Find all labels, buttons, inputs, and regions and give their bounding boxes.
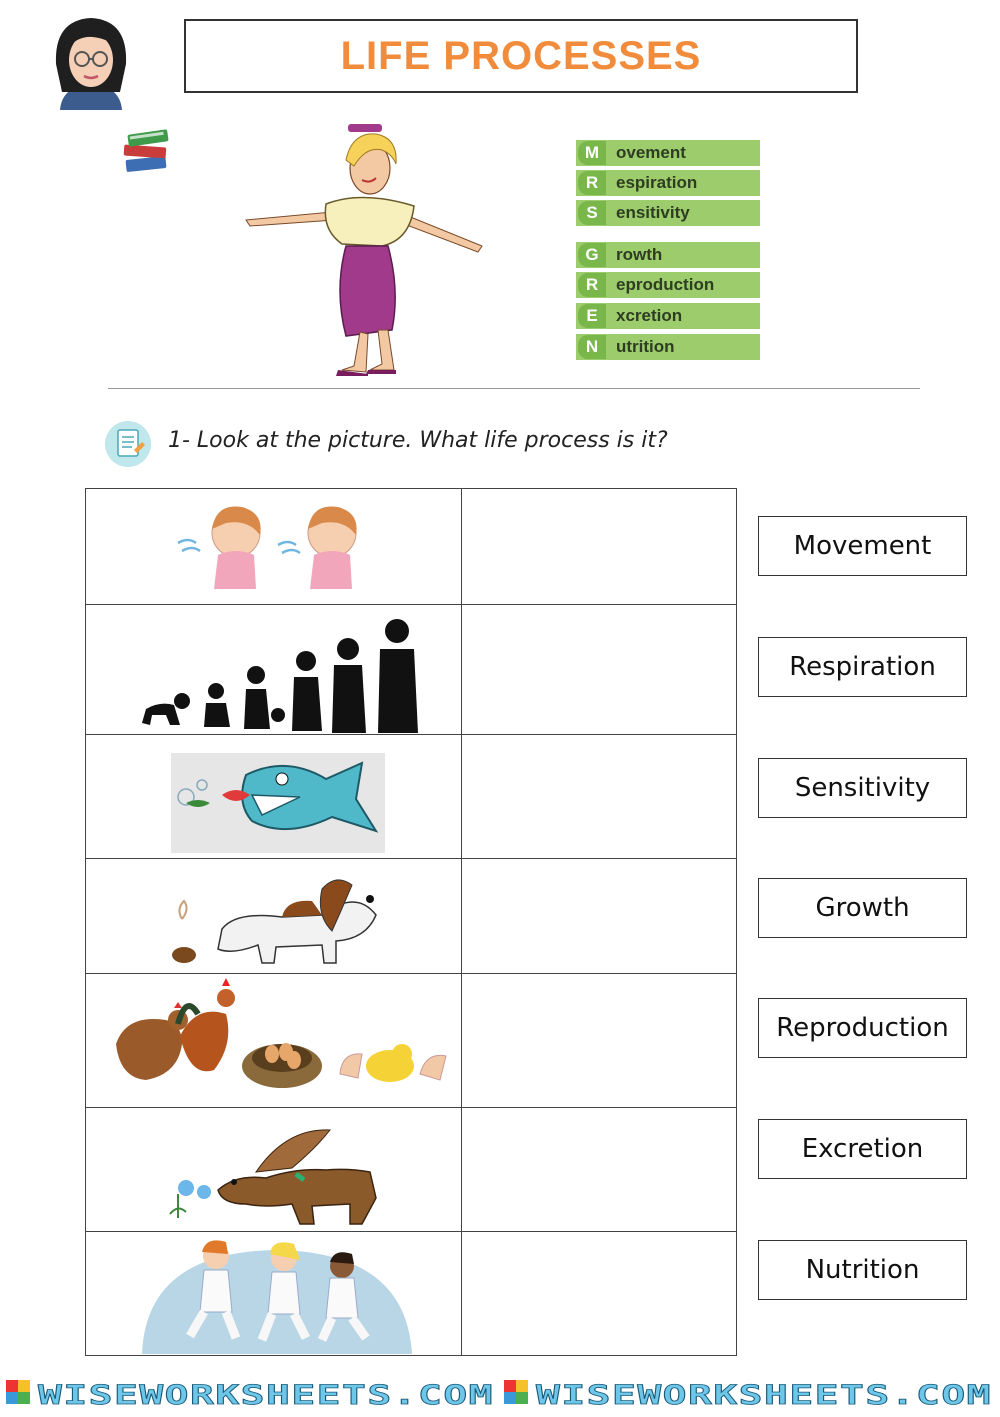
section-divider: [108, 388, 920, 389]
notepad-icon: [104, 420, 152, 468]
option-excretion[interactable]: Excretion: [758, 1119, 967, 1179]
growth-silhouettes-picture: [86, 605, 462, 735]
acronym-row: [576, 242, 760, 268]
dog-smelling-flower-picture: [86, 1108, 462, 1232]
table-row: [86, 605, 737, 735]
acronym-row: [576, 272, 760, 298]
footer-text: WISEWORKSHEETS.COM: [536, 1380, 992, 1411]
acronym-word: eproduction: [616, 275, 715, 294]
answer-cell[interactable]: [462, 974, 737, 1108]
table-row: [86, 735, 737, 859]
acronym-row: [576, 303, 760, 329]
footer-text: WISEWORKSHEETS.COM: [38, 1380, 495, 1411]
fish-eating-picture: [86, 735, 462, 859]
breathing-girls-picture: [86, 489, 462, 605]
acronym-letter: S: [578, 201, 606, 225]
option-sensitivity[interactable]: Sensitivity: [758, 758, 967, 818]
option-nutrition[interactable]: Nutrition: [758, 1240, 967, 1300]
wise-logo-icon: [6, 1380, 30, 1404]
acronym-word: utrition: [616, 337, 675, 356]
acronym-row: [576, 170, 760, 196]
hens-eggs-chick-picture: [86, 974, 462, 1108]
title-box: [184, 19, 858, 93]
acronym-row: [576, 334, 760, 360]
option-respiration[interactable]: Respiration: [758, 637, 967, 697]
books-icon: [120, 124, 174, 176]
table-row: [86, 1108, 737, 1232]
dog-excretion-picture: [86, 859, 462, 974]
table-row: [86, 859, 737, 974]
answer-cell[interactable]: [462, 605, 737, 735]
children-running-picture: [86, 1232, 462, 1356]
acronym-letter: N: [578, 335, 606, 359]
acronym-letter: R: [578, 171, 606, 195]
option-reproduction[interactable]: Reproduction: [758, 998, 967, 1058]
acronym-letter: E: [578, 304, 606, 328]
option-movement[interactable]: Movement: [758, 516, 967, 576]
acronym-word: ovement: [616, 143, 686, 162]
acronym-word: espiration: [616, 173, 698, 192]
acronym-row: [576, 200, 760, 226]
table-row: [86, 974, 737, 1108]
teacher-avatar: [44, 14, 138, 110]
wise-logo-icon: [504, 1380, 528, 1404]
acronym-word: xcretion: [616, 306, 683, 325]
table-row: [86, 1232, 737, 1356]
option-growth[interactable]: Growth: [758, 878, 967, 938]
acronym-row: [576, 140, 760, 166]
answer-cell[interactable]: [462, 859, 737, 974]
page-title: LIFE PROCESSES: [340, 33, 702, 78]
dancing-woman-illustration: [242, 120, 490, 376]
table-row: [86, 489, 737, 605]
answer-cell[interactable]: [462, 1108, 737, 1232]
acronym-word: ensitivity: [616, 203, 690, 222]
acronym-word: rowth: [616, 245, 663, 264]
acronym-letter: M: [578, 141, 606, 165]
acronym-letter: R: [578, 273, 606, 297]
answer-cell[interactable]: [462, 489, 737, 605]
acronym-letter: G: [578, 243, 606, 267]
exercise-table: [85, 488, 737, 1356]
footer-watermark: [0, 1374, 1000, 1413]
answer-cell[interactable]: [462, 735, 737, 859]
answer-cell[interactable]: [462, 1232, 737, 1356]
question-text: 1- Look at the picture. What life process is it?: [168, 428, 668, 453]
